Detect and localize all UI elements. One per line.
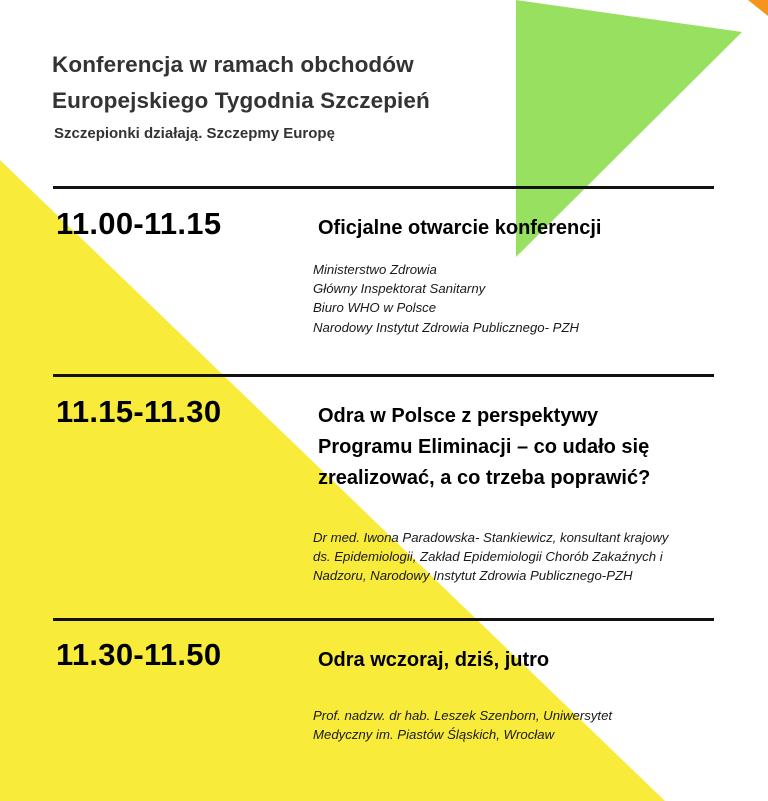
speaker-line: Medyczny im. Piastów Śląskich, Wrocław <box>313 727 555 743</box>
topic-line: Odra wczoraj, dziś, jutro <box>318 649 550 671</box>
session-time: 11.15-11.30 <box>56 394 222 429</box>
topic-line: Odra w Polsce z perspektywy <box>318 405 599 427</box>
session-topic <box>318 213 601 244</box>
divider <box>53 374 714 377</box>
speaker-line: Nadzoru, Narodowy Instytut Zdrowia Publicznego-PZH <box>313 568 633 584</box>
title-line-2: Europejskiego Tygodnia Szczepień <box>52 88 430 113</box>
title-line-1: Konferencja w ramach obchodów <box>52 52 414 77</box>
speaker-line: Narodowy Instytut Zdrowia Publicznego- PZH <box>313 319 580 335</box>
session-topic <box>318 401 650 494</box>
topic-line: Programu Eliminacji – co udało się <box>318 436 650 458</box>
subtitle: Szczepionki działają. Szczepmy Europę <box>54 125 335 142</box>
session-time: 11.00-11.15 <box>56 206 222 241</box>
speaker-line: Główny Inspektorat Sanitarny <box>313 281 486 297</box>
speaker-line: ds. Epidemiologii, Zakład Epidemiologii Chorób Zakaźnych i <box>313 549 663 565</box>
speaker-line: Dr med. Iwona Paradowska- Stankiewicz, konsultant krajowy <box>313 530 669 545</box>
session-speakers <box>313 528 668 586</box>
speaker-line: Biuro WHO w Polsce <box>313 300 437 316</box>
speaker-line: Ministerstwo Zdrowia <box>313 262 437 277</box>
session-speakers <box>313 706 612 744</box>
divider <box>53 186 714 189</box>
session-speakers <box>313 260 579 337</box>
session-topic <box>318 645 549 676</box>
session-time: 11.30-11.50 <box>56 637 222 672</box>
topic-line: zrealizować, a co trzeba poprawić? <box>318 467 651 489</box>
divider <box>53 618 714 621</box>
speaker-line: Prof. nadzw. dr hab. Leszek Szenborn, Uniwersytet <box>313 708 613 723</box>
topic-line: Oficjalne otwarcie konferencji <box>318 217 602 239</box>
